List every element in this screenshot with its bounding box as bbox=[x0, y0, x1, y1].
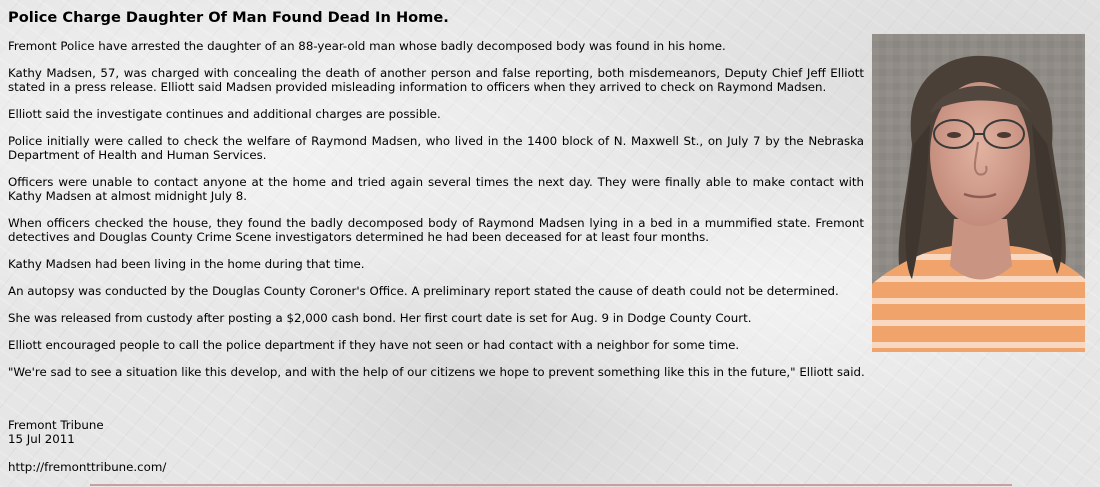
paragraph-11: "We're sad to see a situation like this develop, and with the help of our citizens we hope to prevent something like this in the future," Elliott said. bbox=[8, 365, 865, 379]
paragraph-7: Kathy Madsen had been living in the home during that time. bbox=[8, 257, 365, 271]
paragraph-2: Kathy Madsen, 57, was charged with concealing the death of another person and false reporting, both misdemeanors, Deputy Chief Jeff Elliott stated in a press release. Elliott said Madsen provided misleading information to officers when they arrived to check on Raymond Madsen. bbox=[8, 66, 864, 94]
bottom-divider bbox=[90, 484, 1012, 486]
left-eye bbox=[947, 132, 961, 138]
source-link[interactable]: http://fremonttribune.com/ bbox=[8, 460, 167, 474]
paragraph-3: Elliott said the investigate continues and additional charges are possible. bbox=[8, 107, 441, 121]
article-headline: Police Charge Daughter Of Man Found Dead In Home. bbox=[8, 9, 449, 26]
paragraph-6: When officers checked the house, they found the badly decomposed body of Raymond Madsen lying in a bed in a mummified state. Fremont detectives and Douglas County Crime Scene investigators determined he had been deceased for at least four months. bbox=[8, 216, 864, 244]
paragraph-8: An autopsy was conducted by the Douglas County Coroner's Office. A preliminary report stated the cause of death could not be determined. bbox=[8, 284, 839, 298]
paragraph-4: Police initially were called to check the welfare of Raymond Madsen, who lived in the 1400 block of N. Maxwell St., on July 7 by the Nebraska Department of Health and Human Services. bbox=[8, 134, 864, 162]
mugshot-photo bbox=[872, 34, 1085, 352]
paragraph-5: Officers were unable to contact anyone at the home and tried again several times the next day. They were finally able to make contact with Kathy Madsen at almost midnight July 8. bbox=[8, 175, 864, 203]
neck bbox=[950, 219, 1012, 280]
paragraph-9: She was released from custody after posting a $2,000 cash bond. Her first court date is set for Aug. 9 in Dodge County Court. bbox=[8, 311, 752, 325]
paragraph-10: Elliott encouraged people to call the police department if they have not seen or had contact with a neighbor for some time. bbox=[8, 338, 740, 352]
publication-date: 15 Jul 2011 bbox=[8, 432, 75, 446]
paragraph-1: Fremont Police have arrested the daughter of an 88-year-old man whose badly decomposed body was found in his home. bbox=[8, 39, 726, 53]
article-byline bbox=[8, 418, 104, 446]
article-body bbox=[8, 39, 864, 392]
mugshot-illustration bbox=[872, 34, 1085, 352]
right-eye bbox=[997, 132, 1011, 138]
source-name: Fremont Tribune bbox=[8, 418, 104, 432]
